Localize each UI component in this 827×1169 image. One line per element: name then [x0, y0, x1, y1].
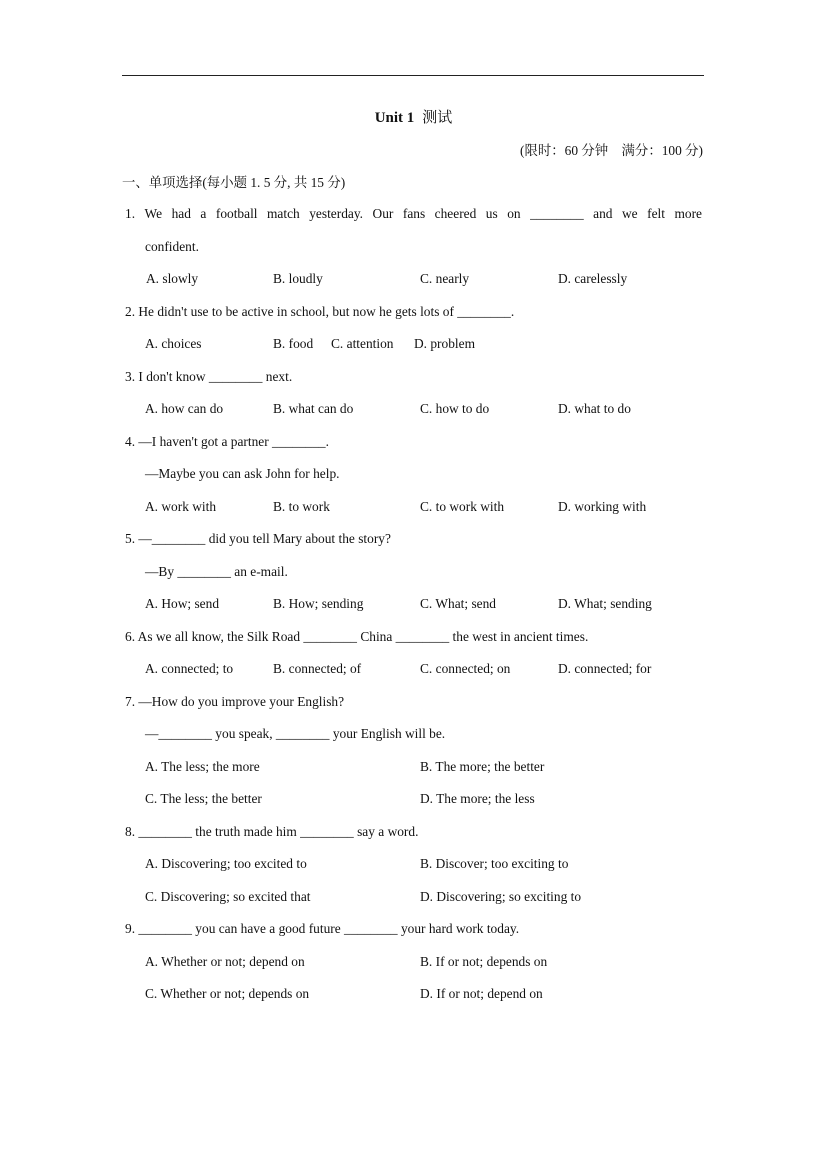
question-1-stem [125, 205, 702, 223]
q9-option-d: D. If or not; depend on [420, 986, 543, 1001]
q2-option-d: D. problem [414, 336, 475, 351]
q7-option-d: D. The more; the less [420, 791, 535, 806]
q7-option-c: C. The less; the better [145, 791, 262, 806]
q5-option-a: A. How; send [145, 596, 220, 611]
q4-option-d: D. working with [558, 499, 647, 514]
q6-option-a: A. connected; to [145, 661, 234, 676]
q3-option-a: A. how can do [145, 401, 224, 416]
q6-option-d: D. connected; for [558, 661, 652, 676]
q1-word: 1. [125, 206, 136, 221]
q1-word: and [593, 206, 613, 221]
q1-word: felt [647, 206, 665, 221]
q3-option-b: B. what can do [273, 401, 354, 416]
q4-option-b: B. to work [273, 499, 330, 514]
q1-word: had [171, 206, 191, 221]
q1-word: more [674, 206, 702, 221]
q7-option-b: B. The more; the better [420, 759, 545, 774]
question-9-stem: 9. ________ you can have a good future ________ your hard work today. [125, 921, 520, 936]
question-4-stem: 4. —I haven't got a partner ________. [125, 434, 329, 449]
q1-option-b: B. loudly [273, 271, 323, 286]
q7-option-a: A. The less; the more [145, 759, 260, 774]
q3-option-c: C. how to do [420, 401, 490, 416]
q1-word: a [200, 206, 207, 221]
q8-option-d: D. Discovering; so exciting to [420, 889, 582, 904]
question-7-reply: —________ you speak, ________ your English will be. [145, 726, 446, 741]
q1-word: football [215, 206, 258, 221]
question-1-continuation: confident. [145, 239, 199, 254]
q1-word: We [144, 206, 163, 221]
q2-option-b: B. food [273, 336, 314, 351]
q4-option-a: A. work with [145, 499, 217, 514]
q1-word: match [267, 206, 300, 221]
q1-option-d: D. carelessly [558, 271, 628, 286]
q2-option-a: A. choices [145, 336, 202, 351]
title-cn: 测试 [422, 110, 453, 126]
q9-option-a: A. Whether or not; depend on [145, 954, 305, 969]
question-5-reply: —By ________ an e-mail. [145, 564, 288, 579]
q1-option-a: A. slowly [146, 271, 199, 286]
q9-option-c: C. Whether or not; depends on [145, 986, 310, 1001]
question-6-stem: 6. As we all know, the Silk Road ________ China ________ the west in ancient times. [125, 629, 589, 644]
q8-option-b: B. Discover; too exciting to [420, 856, 569, 871]
q1-word: on [507, 206, 521, 221]
q3-option-d: D. what to do [558, 401, 631, 416]
q5-option-d: D. What; sending [558, 596, 652, 611]
q5-option-b: B. How; sending [273, 596, 364, 611]
section-heading: 一、单项选择(每小题 1. 5 分, 共 15 分) [122, 175, 346, 190]
question-2-stem: 2. He didn't use to be active in school, but now he gets lots of ________. [125, 304, 515, 319]
question-4-reply: —Maybe you can ask John for help. [145, 466, 340, 481]
q4-option-c: C. to work with [420, 499, 505, 514]
time-score-note: (限时：60 分钟 满分：100 分) [520, 143, 703, 158]
page-title [0, 106, 827, 127]
q6-option-c: C. connected; on [420, 661, 511, 676]
q5-option-c: C. What; send [420, 596, 496, 611]
q1-word: cheered [434, 206, 477, 221]
q1-word: yesterday. [309, 206, 364, 221]
q8-option-a: A. Discovering; too excited to [145, 856, 307, 871]
header-rule [122, 75, 704, 76]
q1-word: us [485, 206, 498, 221]
q1-blank: ________ [530, 206, 584, 221]
question-5-stem: 5. —________ did you tell Mary about the story? [125, 531, 391, 546]
q1-word: Our [372, 206, 394, 221]
title-en: Unit 1 [374, 110, 415, 126]
q1-word: fans [402, 206, 426, 221]
q1-option-c: C. nearly [420, 271, 470, 286]
q8-option-c: C. Discovering; so excited that [145, 889, 311, 904]
question-3-stem: 3. I don't know ________ next. [125, 369, 293, 384]
question-7-stem: 7. —How do you improve your English? [125, 694, 345, 709]
q1-word: we [622, 206, 638, 221]
q9-option-b: B. If or not; depends on [420, 954, 548, 969]
q6-option-b: B. connected; of [273, 661, 362, 676]
question-8-stem: 8. ________ the truth made him ________ say a word. [125, 824, 419, 839]
q2-option-c: C. attention [331, 336, 394, 351]
